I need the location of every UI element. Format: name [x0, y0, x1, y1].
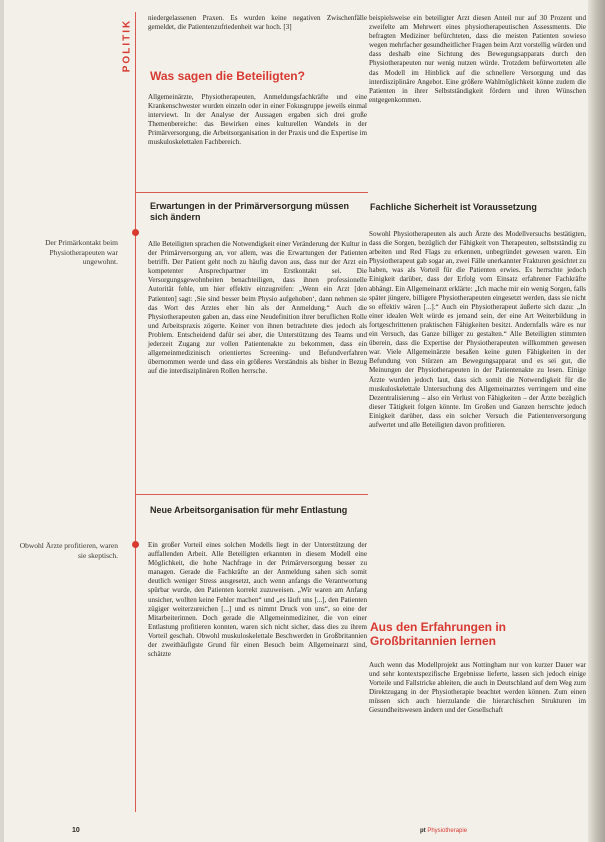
page-number: 10: [72, 827, 80, 834]
margin-note: Der Primärkontakt beim Physiotherapeuten war ungewohnt.: [45, 238, 118, 266]
heading-arbeitsorganisation: Neue Arbeitsorganisation für mehr Entlastung: [150, 505, 348, 515]
heading-fachliche-sicherheit: Fachliche Sicherheit ist Voraussetzung: [370, 202, 537, 212]
footer-prefix: pt: [420, 828, 426, 834]
right-para-3: Auch wenn das Modellprojekt aus Nottingham nur von kurzer Dauer war und sehr kontextspezifische Ergebnisse lieferte, lassen sich jedoch einige Vorteile und Fallstricke ableiten, die auch in Deutschland auf dem Weg zum Direktzugang in der Physiotherapie beachtet werden können. Zum einen müssen sich auch hierzulande die hierarchischen Strukturen im Gesundheitswesen ändern und der Gesellschaft: [369, 661, 586, 715]
left-para-3: Ein großer Vorteil eines solchen Modells liegt in der Unterstützung der auffallenden Arbeit. Alle Beteiligten erkannten in diesem Modell eine Möglichkeit, die hohe Nachfrage in der Primärversorgung besser zu managen. Gerade die Fachkräfte an der Anmeldung sahen sich somit deutlich weniger Stress ausgesetzt, auch wenn anfangs die Verantwortung spürbar wurde, den Patienten korrekt zuzuweisen. „Wir waren am Anfang unsicher, wollten keine Fehler machen“ und „es läuft uns [...], den Patienten zügiger weiterzureichen [...] und es nimmt Druck von uns“, so eine der Mitarbeiterinnen. Doch gerade die Allgemeinmediziner, die von einer Entlastung profitieren konnten, waren sich nicht sicher, dass dies zu ihrem Vorteil geschah. Obwohl muskuloskelettale Beschwerden in Großbritannien der zweithäufigste Grund für einen Besuch beim Allgemeinarzt sind, schätzte: [148, 541, 367, 659]
left-para-2: Alle Beteiligten sprachen die Notwendigkeit einer Veränderung der Kultur in der Primärversorgung an, vor allem, was die Erwartungen der Patienten betrifft. Der Patient geht noch zu häufig davon aus, dass nur der Arzt ein kompetenter Ansprechpartner im Erstkontakt sei. Die Versorgungsgewohnheiten benachteiligen, dass ihnen professionelle Autorität fehle, um hier effektiv einzugreifen: „Wenn ein Arzt [den Patienten] sagt: ‚Sie sind besser beim Physio aufgehoben‘, dann nehmen sie das Wort des Arztes eher hin als der Anmeldung.“ Auch die Physiotherapeuten gaben an, dass eine Neudefinition ihrer beruflichen Rolle und Arbeitspraxis zögerte. Keiner von ihnen betrachtete dies jedoch als Problem. Entscheidend dafür sei aber, die Unterstützung des Teams und jederzeit Zugang zur vollen Patientenakte zu bekommen, dass ein allgemeinmedizinisch orientiertes Screening- und Befundverfahren übernommen werde und dass ein größeres Verständnis als bisher in Bezug auf die interdisziplinären Rollen herrsche.: [148, 240, 367, 376]
divider: [136, 192, 368, 193]
section-label-text: POLITIK: [121, 18, 133, 73]
section-label: [114, 14, 140, 88]
heading-grossbritannien: Aus den Erfahrungen in Großbritannien lernen: [370, 620, 507, 648]
heading-erwartungen: Erwartungen in der Primärversorgung müssen sich ändern: [150, 201, 350, 222]
divider: [136, 494, 368, 495]
right-para-2: Sowohl Physiotherapeuten als auch Ärzte des Modellversuchs bestätigten, dass die Sorgen, bezüglich der Fähigkeit von Therapeuten, selbstständig zu arbeiten und Red Flags zu erkennen, unbegründet gewesen waren. Ein Physiotherapeut gab sogar an, zwei Fälle unerkannter Frakturen gesichtet zu haben, was als Vorteil für die Patienten erwies. Es herrschte jedoch Einigkeit darüber, dass der Erfolg vom Einsatz erfahrener Fachkräfte abhängt. Ein Allgemeinarzt erklärte: „Ich mache mir ein wenig Sorgen, falls später jüngere, billigere Physiotherapeuten eingesetzt werden, dass sie nicht so effektiv wären [...].“ Auch ein Physiotherapeut äußerte sich dazu: „In einer idealen Welt würde es jemand sein, der eine Art Weiterbildung in fortgeschrittenen praktischen Fähigkeiten besitzt. Andernfalls wäre es nur ein Versuch, das Ganze billiger zu gestalten.“ Alle Beteiligten stimmten überein, dass die Expertise der Physiotherapeuten willkommen gewesen war. Viele Allgemeinärzte besaßen keine guten Fähigkeiten in der Befundung von Stürzen am Bewegungsapparat und es sei gut, die Meinungen der Physiotherapeuten in der Patientenakte zu lesen. Einige Ärzte wurden jedoch laut, dass sich somit die Notwendigkeit für die muskuloskelettale Untersuchung des Allgemeinarztes verringern und eine Dezentralisierung – also ein Verlust von Fähigkeiten – der Ärzte bezüglich dieser Tätigkeit folgen könnte. Im Großen und Ganzen herrschte jedoch Einigkeit darüber, dass ein solcher Versuch die Patientenversorgung aufwertet und alle Beteiligten davon profitieren.: [369, 230, 586, 429]
heading-beteiligten: Was sagen die Beteiligten?: [150, 69, 305, 83]
footer-brand: [420, 828, 467, 834]
column-rule: [135, 12, 136, 812]
left-para-1: Allgemeinärzte, Physiotherapeuten, Anmeldungsfachkräfte und eine Krankenschwester wurden einzeln oder in einer Fokusgruppe jeweils einmal interviewt. In der Analyse der Aussagen ergaben sich drei große Themenbereiche: das Bewirken eines kulturellen Wandels in der Primärversorgung, die Arbeitsorganisation in der Praxis und die Expertise im muskuloskelettalen Fachbereich.: [148, 93, 367, 147]
margin-note: Obwohl Ärzte profitieren, waren sie skeptisch.: [19, 541, 118, 560]
note-marker-dot: [132, 541, 139, 548]
right-para-1: beispielsweise ein beteiligter Arzt diesen Anteil nur auf 30 Prozent und zweifelte am Mehrwert eines physiotherapeutischen Assessments. Die befragten Mediziner befürchteten, dass die meisten Patienten sowieso wegen mehrfacher gesundheitlicher Fragen beim Arzt vorstellig würden und dass deshalb eine Sichtung des Bewegungsapparats durch den Physiotherapeuten nur wenig nutzen würde. Trotzdem befürworteten alle das Modell im Hinblick auf die schnellere Versorgung und das interdisziplinäre Angebot. Eine größere Wahlmöglichkeit könne zudem die Patienten in ihrer Selbstständigkeit fördern und ihren Wünschen entgegenkommen.: [369, 14, 586, 104]
left-intro: niedergelassenen Praxen. Es wurden keine negativen Zwischenfälle gemeldet, die Patientenzufriedenheit war hoch. [3]: [148, 14, 367, 32]
footer-text: Physiotherapie: [427, 828, 468, 834]
note-marker-dot: [132, 229, 139, 236]
page-spine-shadow: [588, 0, 605, 842]
